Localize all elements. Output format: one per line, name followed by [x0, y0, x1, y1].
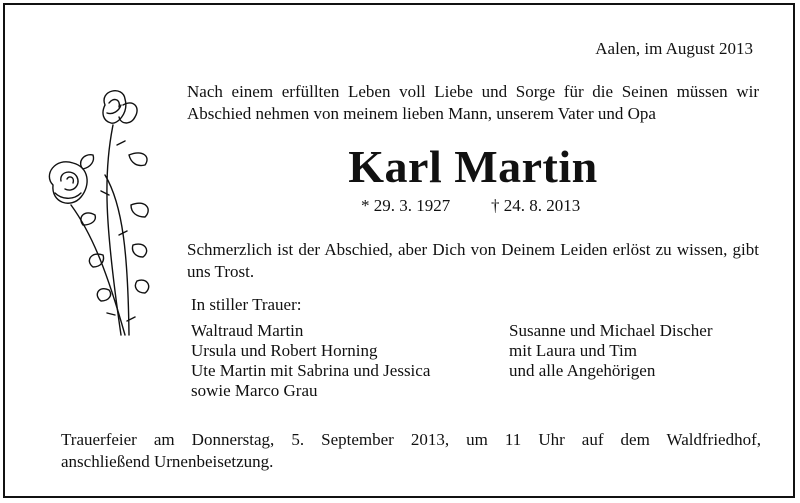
funeral-info [61, 429, 761, 473]
mourner-entry: mit Laura und Tim [509, 341, 637, 360]
deceased-name: Karl Martin [348, 141, 598, 192]
comfort-text: Schmerzlich ist der Abschied, aber Dich von Deinem Leiden erlöst zu wissen, gibt uns Trost. [187, 240, 759, 281]
mourner-entry: Ute Martin mit Sabrina und Jessica [191, 361, 431, 380]
mourner-entry: und alle Angehörigen [509, 361, 656, 380]
rose-illustration-icon [33, 85, 163, 345]
mourners-right-list [509, 321, 712, 381]
birth-date: * 29. 3. 1927 [361, 196, 451, 215]
death-date: † 24. 8. 2013 [491, 196, 581, 215]
funeral-line-2: anschließend Urnenbeisetzung. [61, 452, 274, 471]
mourner-entry: Ursula und Robert Horning [191, 341, 378, 360]
mourner-entry: Waltraud Martin [191, 321, 304, 340]
funeral-line-1: Trauerfeier am Donnerstag, 5. September 2013, um 11 Uhr auf dem Waldfriedhof, [61, 430, 761, 449]
mourner-entry: Susanne und Michael Discher [509, 321, 713, 340]
obituary-card [3, 3, 795, 498]
mourners-left-list [191, 321, 430, 401]
mourner-entry: sowie Marco Grau [191, 381, 318, 400]
intro-text: Nach einem erfüllten Leben voll Liebe und Sorge für die Seinen müssen wir Abschied nehmen von meinem lieben Mann, unserem Vater und Opa [187, 82, 759, 123]
place-date: Aalen, im August 2013 [595, 39, 753, 58]
mourning-label: In stiller Trauer: [191, 295, 302, 314]
